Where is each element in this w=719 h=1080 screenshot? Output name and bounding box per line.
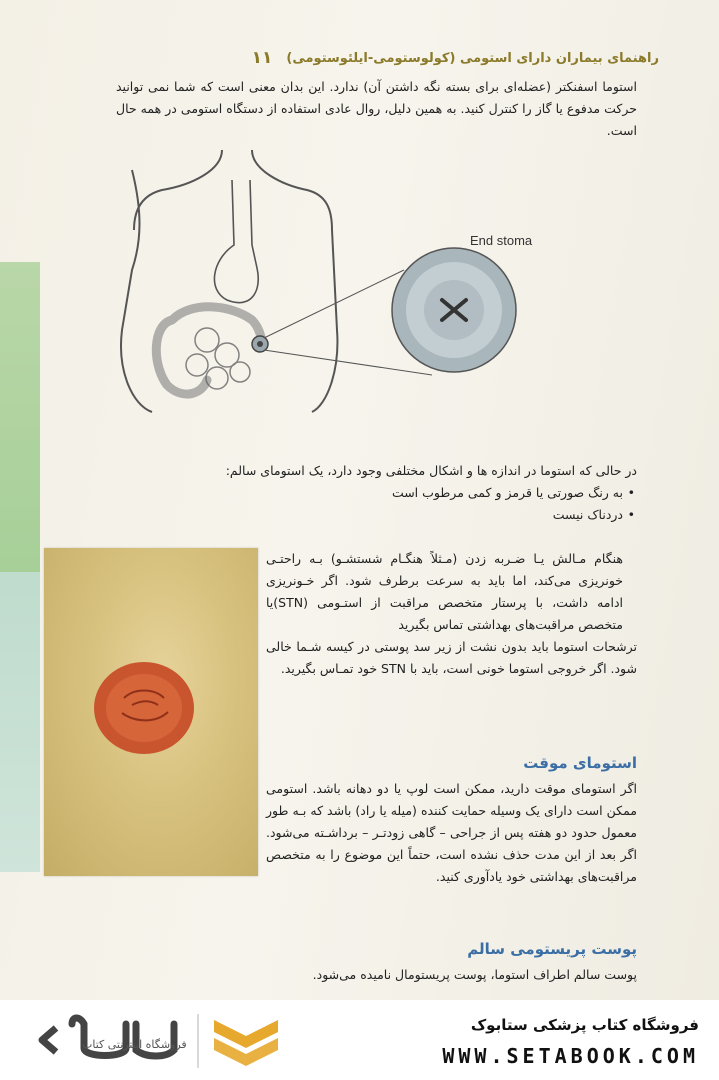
stoma-photo-icon xyxy=(44,548,258,876)
list-item: • دردناک نیست xyxy=(92,504,623,526)
setabook-logo[interactable] xyxy=(36,1010,286,1072)
list-item: هنگام مـالش یـا ضـربه زدن (مـثلاً هنگـام شستشـو) بـه راحتـی خونریزی می‌کند، اما باید به سرعت برطرف شود. اگر خـونریزی ادامه داشت، با پرستار متخصص مراقبت از استـومی (STN)یا متخصص مراقبت‌های بهداشتی تماس بگیرید xyxy=(266,551,623,632)
healthy-stoma-intro: در حالی که استوما در اندازه ها و اشکال مختلفی وجود دارد، یک استومای سالم: xyxy=(225,463,637,478)
side-color-strip xyxy=(0,262,40,572)
temporary-stoma-text: اگر استومای موقت دارید، ممکن است لوپ یا دو دهانه باشد. استومی ممکن است دارای یک وسیله حمایت کننده (میله یا راد) باشد که بـه طور معمول حدود دو هفته پس از جراحی – گاهی زودتـر – برداشـته می‌شود. اگر بعد از این مدت حذف نشده است، حتماً این موضوع را به متخصص مراقبت‌های بهداشتی خود یادآوری کنید. xyxy=(266,781,637,884)
page-header xyxy=(60,46,659,70)
anatomy-diagram-icon xyxy=(112,150,552,420)
shop-url-link[interactable]: WWW.SETABOOK.COM xyxy=(442,1044,699,1068)
intro-paragraph: استوما اسفنکتر (عضله‌ای برای بسته نگه داشتن آن) ندارد. این بدان معنی است که شما نمی توانید حرکت مدفوع یا گاز را کنترل کنید. به همین دلیل، روال عادی استفاده از دستگاه استومی در همه حال است. xyxy=(116,79,637,138)
section-title: استومای موقت xyxy=(523,754,637,772)
running-title: راهنمای بیماران دارای استومی (کولوستومی-ایلئوستومی) xyxy=(286,50,659,66)
footer-banner xyxy=(0,1000,719,1080)
logo-tagline: فروشگاه اینترنتی کتاب xyxy=(82,1038,187,1051)
healthy-stoma-list xyxy=(92,482,637,526)
list-item: • به رنگ صورتی یا قرمز و کمی مرطوب است xyxy=(92,482,623,504)
healthy-stoma-section xyxy=(92,460,637,526)
shop-name: فروشگاه کتاب پزشکی ستابوک xyxy=(470,1016,699,1034)
end-stoma-label: End stoma xyxy=(470,233,533,248)
bleeding-and-discharge xyxy=(266,548,637,680)
discharge-paragraph: ترشحات استوما باید بدون نشت از زیر سد پوستی در کیسه شـما خالی شود. اگر خروجی استوما خونی است، باید با STN خود تمـاس بگیرید. xyxy=(266,639,637,676)
side-color-strip-lower xyxy=(0,572,40,872)
temporary-stoma-section xyxy=(266,742,637,888)
page-number: ۱۱ xyxy=(251,48,273,68)
peristomal-skin-section xyxy=(112,928,637,986)
peristomal-skin-text: پوست سالم اطراف استوما، پوست پریستومال نامیده می‌شود. xyxy=(312,967,637,982)
section-title: پوست پریستومی سالم xyxy=(467,940,637,958)
